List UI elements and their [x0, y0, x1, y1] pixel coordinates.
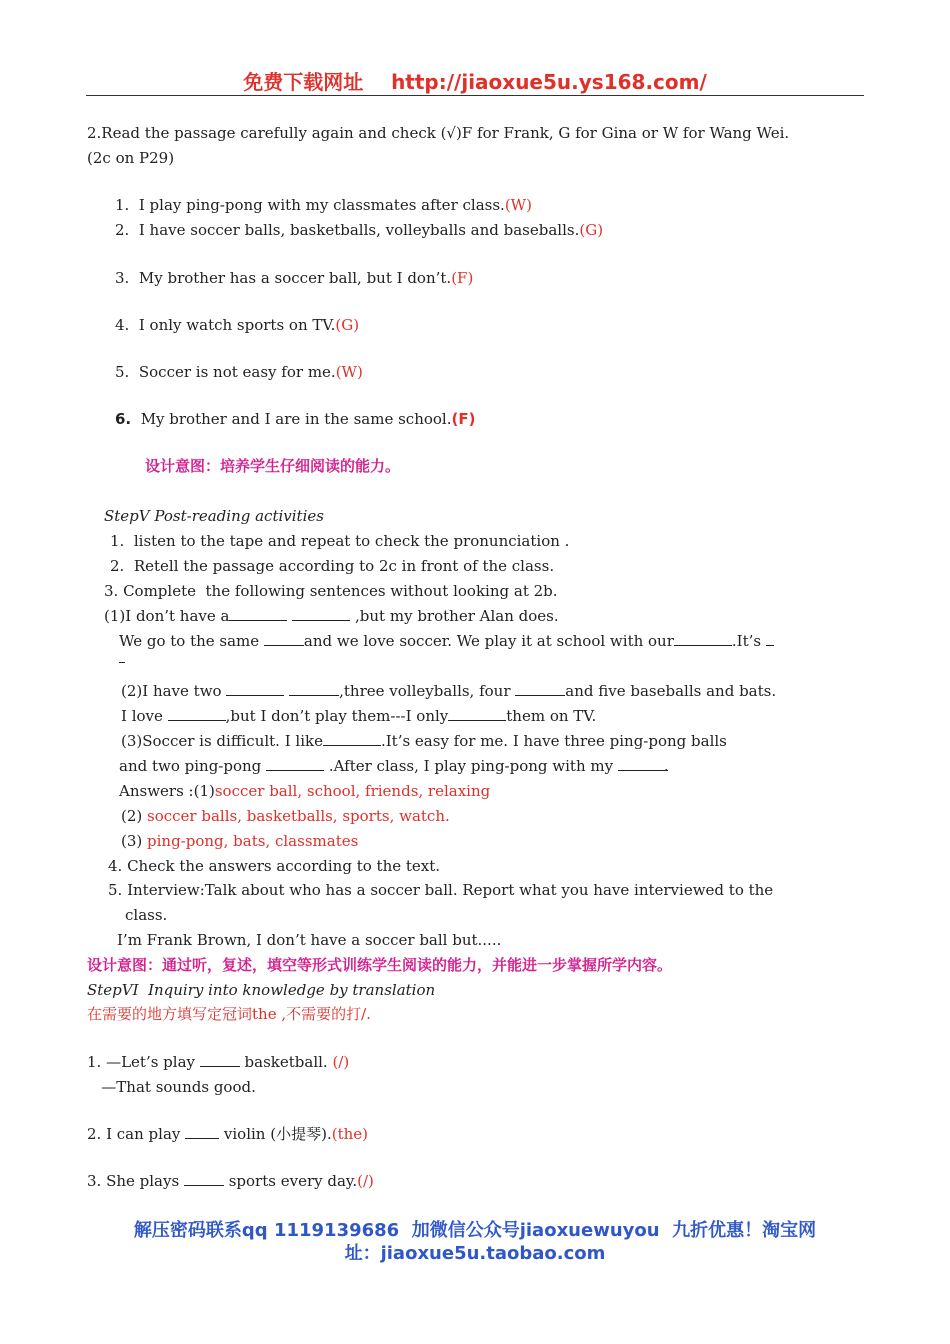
- step5-title: StepV Post-reading activities: [104, 507, 324, 525]
- answer-mark: (G): [335, 316, 360, 334]
- blank[interactable]: [229, 606, 287, 621]
- header-rule: [86, 95, 864, 96]
- task2-instruction-line2: (2c on P29): [87, 149, 175, 167]
- step5-line-1: 1. listen to the tape and repeat to check the pronunciation .: [110, 532, 570, 550]
- cloze-para1-line3: [119, 648, 125, 668]
- step5-line-5b: class.: [125, 906, 168, 924]
- blank[interactable]: [674, 631, 732, 646]
- question-1: 1. —Let’s play basketball. (/): [87, 1053, 350, 1071]
- task2-design-intent: 设计意图：培养学生仔细阅读的能力。: [145, 457, 401, 475]
- footer-line-2[interactable]: 址：jiaoxue5u.taobao.com: [344, 1243, 606, 1264]
- answer-mark: (W): [504, 196, 532, 214]
- blank[interactable]: [618, 756, 664, 771]
- answers-line-3: (3) ping-pong, bats, classmates: [121, 832, 359, 850]
- answer-mark: (G): [579, 221, 604, 239]
- task2-instruction-line1: 2.Read the passage carefully again and check (√)F for Frank, G for Gina or W for Wang Wei.: [87, 124, 790, 142]
- cloze-para2-line2: I love ,but I don’t play them---I only them on TV.: [121, 707, 597, 725]
- cloze-para1-line2: We go to the same and we love soccer. We play it at school with our .It’s: [119, 631, 774, 651]
- cloze-para3-line2: and two ping-pong .After class, I play ping-pong with my .: [119, 757, 669, 775]
- blank[interactable]: [226, 681, 284, 696]
- blank[interactable]: [168, 706, 226, 721]
- step5-line-4: 4. Check the answers according to the text.: [108, 857, 441, 875]
- blank[interactable]: [323, 731, 381, 746]
- blank[interactable]: [289, 681, 339, 696]
- task2-item-4: 4. I only watch sports on TV.(G): [115, 316, 360, 334]
- answer-mark: (/): [357, 1172, 374, 1190]
- cloze-para3-line1: (3)Soccer is difficult. I like .It’s easy for me. I have three ping-pong balls: [121, 732, 727, 750]
- header: [0, 66, 950, 95]
- answer-mark: (F): [451, 410, 476, 428]
- answer-mark: (F): [451, 269, 474, 287]
- step5-design-intent: 设计意图：通过听，复述，填空等形式训练学生阅读的能力，并能进一步掌握所学内容。: [87, 956, 673, 974]
- step6-title: StepVI Inquiry into knowledge by translation: [87, 981, 436, 999]
- answers-line-2: (2) soccer balls, basketballs, sports, watch.: [121, 807, 450, 825]
- answer-mark: (the): [331, 1125, 368, 1143]
- blank[interactable]: [185, 1124, 219, 1139]
- blank[interactable]: [266, 756, 324, 771]
- blank[interactable]: [119, 652, 125, 663]
- header-url[interactable]: http://jiaoxue5u.ys168.com/: [391, 70, 707, 94]
- question-2: 2. I can play violin (小提琴).(the): [87, 1125, 368, 1143]
- step5-line-2: 2. Retell the passage according to 2c in front of the class.: [110, 557, 555, 575]
- blank[interactable]: [448, 706, 506, 721]
- step6-instruction: 在需要的地方填写定冠词the ,不需要的打/.: [87, 1005, 371, 1023]
- step5-line-5a: 5. Interview:Talk about who has a soccer ball. Report what you have interviewed to the: [108, 881, 774, 899]
- blank[interactable]: [264, 631, 304, 646]
- task2-item-3: 3. My brother has a soccer ball, but I don’t.(F): [115, 269, 474, 287]
- step5-line-3: 3. Complete the following sentences without looking at 2b.: [104, 582, 558, 600]
- header-cn: 免费下载网址: [243, 70, 364, 94]
- blank[interactable]: [184, 1171, 224, 1186]
- answer-mark: (/): [332, 1053, 350, 1071]
- step5-line-6: I’m Frank Brown, I don’t have a soccer ball but.....: [117, 931, 502, 949]
- answer-mark: (W): [335, 363, 363, 381]
- blank[interactable]: [766, 631, 774, 646]
- question-3: 3. She plays sports every day.(/): [87, 1172, 374, 1190]
- cloze-para2-line1: (2)I have two ,three volleyballs, four and five baseballs and bats.: [121, 682, 777, 700]
- answers-line-1: Answers :(1)soccer ball, school, friends, relaxing: [119, 782, 491, 800]
- task2-item-1: 1. I play ping-pong with my classmates after class.(W): [115, 196, 532, 214]
- task2-item-2: 2. I have soccer balls, basketballs, volleyballs and baseballs.(G): [115, 221, 604, 239]
- blank[interactable]: [292, 606, 350, 621]
- footer-line-1: 解压密码联系qq 1119139686 加微信公众号jiaoxuewuyou 九折优惠！淘宝网: [133, 1220, 817, 1241]
- task2-item-6: 6. My brother and I are in the same school.(F): [115, 410, 476, 428]
- blank[interactable]: [515, 681, 565, 696]
- question-1-reply: —That sounds good.: [87, 1078, 256, 1096]
- task2-item-5: 5. Soccer is not easy for me.(W): [115, 363, 363, 381]
- blank[interactable]: [200, 1052, 240, 1067]
- cloze-para1-line1: (1)I don’t have a ,but my brother Alan does.: [104, 607, 559, 625]
